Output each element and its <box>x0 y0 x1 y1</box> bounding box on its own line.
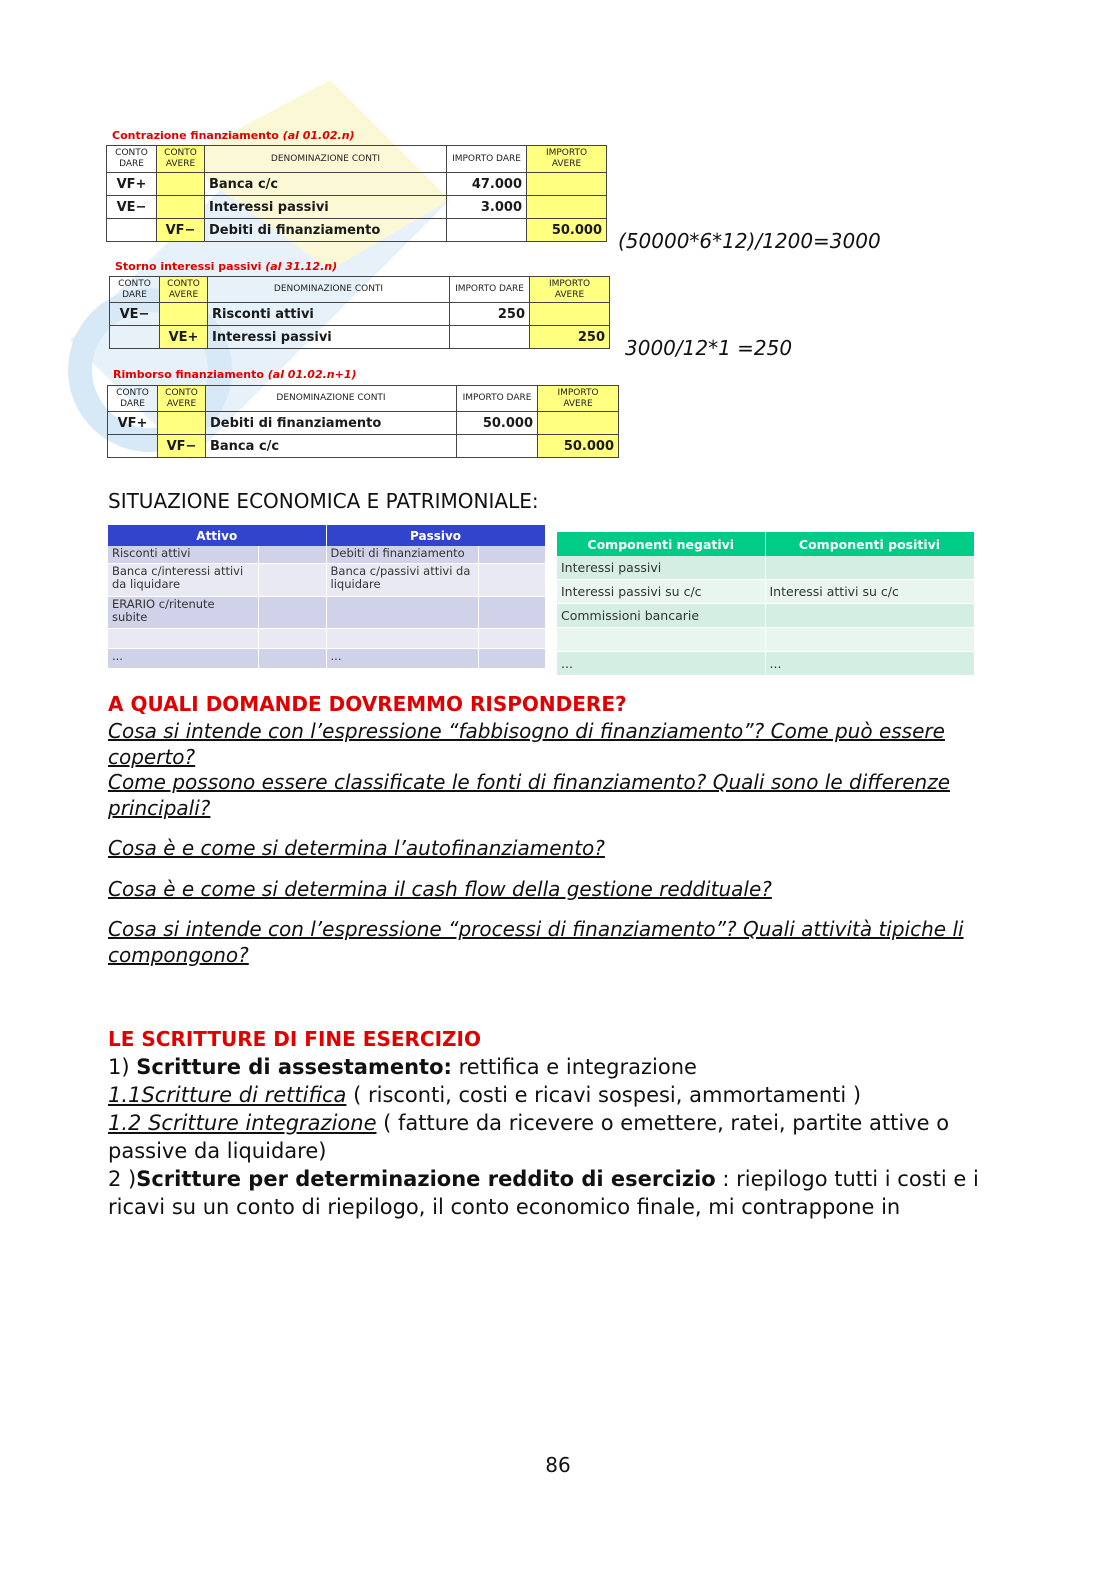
question-item: Cosa è e come si determina il cash flow della gestione reddituale? <box>108 877 772 901</box>
journal-row <box>110 303 610 326</box>
table-row <box>557 556 974 580</box>
table-cell <box>765 604 974 628</box>
table-cell <box>527 173 607 196</box>
table-cell <box>258 596 326 628</box>
table-cell <box>158 412 206 435</box>
table-row <box>108 628 545 648</box>
table-row <box>557 628 974 652</box>
table-cell: 250 <box>530 326 610 349</box>
table-cell: ... <box>765 652 974 676</box>
table-cell: ERARIO c/ritenute subite <box>108 596 258 628</box>
question-item: Cosa è e come si determina l’autofinanziamento? <box>108 836 605 860</box>
header-componenti-positivi: Componenti positivi <box>765 532 974 556</box>
table-cell: VF+ <box>108 412 158 435</box>
table-cell: Debiti di finanziamento <box>326 546 478 563</box>
table-cell: Interessi passivi su c/c <box>557 580 765 604</box>
table-cell <box>157 173 205 196</box>
table-cell <box>258 648 326 668</box>
table-cell <box>326 628 478 648</box>
table-cell <box>478 648 545 668</box>
table-cell: Interessi passivi <box>208 326 450 349</box>
table-cell: VF− <box>157 219 205 242</box>
table-cell <box>108 435 158 458</box>
col-header: DENOMINAZIONE CONTI <box>208 277 450 303</box>
table-cell: 50.000 <box>538 435 619 458</box>
paragraph-reddito: 2 )Scritture per determinazione reddito di esercizio : riepilogo tutti i costi e i ricavi su un conto di riepilogo, il conto economico finale, mi contrappone in <box>108 1167 979 1219</box>
formula-interessi: (50000*6*12)/1200=3000 <box>618 229 881 253</box>
col-header: IMPORTO AVERE <box>530 277 610 303</box>
paragraph-rettifica: 1.1Scritture di rettifica ( risconti, costi e ricavi sospesi, ammortamenti ) <box>108 1083 862 1107</box>
col-header: IMPORTO DARE <box>457 386 538 412</box>
table-cell: VF+ <box>107 173 157 196</box>
col-header: CONTO AVERE <box>157 146 205 173</box>
scritture-body <box>108 1053 1008 1221</box>
table-cell <box>447 219 527 242</box>
journal1-table <box>106 145 607 242</box>
table-cell <box>457 435 538 458</box>
table-cell <box>557 628 765 652</box>
col-header: CONTO DARE <box>110 277 160 303</box>
table-cell: ... <box>326 648 478 668</box>
table-cell: Interessi passivi <box>205 196 447 219</box>
table-cell: Risconti attivi <box>108 546 258 563</box>
table-cell <box>108 628 258 648</box>
table-cell <box>478 546 545 563</box>
col-header: IMPORTO DARE <box>450 277 530 303</box>
table-row <box>108 596 545 628</box>
table-cell: Risconti attivi <box>208 303 450 326</box>
table-cell <box>527 196 607 219</box>
table-cell <box>530 303 610 326</box>
table-cell <box>450 326 530 349</box>
table-cell <box>765 628 974 652</box>
col-header: IMPORTO DARE <box>447 146 527 173</box>
table-cell: VF− <box>158 435 206 458</box>
table-cell: Banca c/interessi attivi da liquidare <box>108 563 258 596</box>
table-cell: 250 <box>450 303 530 326</box>
table-cell <box>258 563 326 596</box>
question-item: Cosa si intende con l’espressione “processi di finanziamento”? Quali attività tipiche li compongono? <box>108 917 964 967</box>
col-header: CONTO AVERE <box>158 386 206 412</box>
table-cell <box>160 303 208 326</box>
table-cell: VE− <box>110 303 160 326</box>
question-item: Come possono essere classificate le fonti di finanziamento? Quali sono le differenze principali? <box>108 770 951 820</box>
formula-storno: 3000/12*1 =250 <box>625 336 793 360</box>
journal-row <box>107 219 607 242</box>
col-header: DENOMINAZIONE CONTI <box>206 386 457 412</box>
journal-row <box>107 173 607 196</box>
table-cell: ... <box>108 648 258 668</box>
journal-row <box>108 412 619 435</box>
journal-row <box>108 435 619 458</box>
table-cell: Debiti di finanziamento <box>206 412 457 435</box>
journal-row <box>107 196 607 219</box>
table-cell: Banca c/passivi attivi da liquidare <box>326 563 478 596</box>
table-cell: Commissioni bancarie <box>557 604 765 628</box>
table-cell <box>478 628 545 648</box>
table-row <box>108 563 545 596</box>
journal3-title: Rimborso finanziamento (al 01.02.n+1) <box>113 368 357 381</box>
heading-domande: A QUALI DOMANDE DOVREMMO RISPONDERE? <box>108 692 627 716</box>
journal2-table <box>109 276 610 349</box>
header-passivo: Passivo <box>326 525 545 546</box>
table-cell: 47.000 <box>447 173 527 196</box>
table-cell <box>258 546 326 563</box>
col-header: CONTO AVERE <box>160 277 208 303</box>
header-attivo: Attivo <box>108 525 326 546</box>
table-cell: 50.000 <box>527 219 607 242</box>
col-header: IMPORTO AVERE <box>538 386 619 412</box>
table-row <box>108 648 545 668</box>
table-cell <box>258 628 326 648</box>
table-cell: VE− <box>107 196 157 219</box>
table-cell: Banca c/c <box>206 435 457 458</box>
section-title-situazione: SITUAZIONE ECONOMICA E PATRIMONIALE: <box>108 489 539 513</box>
table-cell: Banca c/c <box>205 173 447 196</box>
question-item: Cosa si intende con l’espressione “fabbisogno di finanziamento”? Come può essere coperto? <box>108 719 945 769</box>
table-row <box>557 652 974 676</box>
table-row <box>557 580 974 604</box>
header-componenti-negativi: Componenti negativi <box>557 532 765 556</box>
heading-scritture: LE SCRITTURE DI FINE ESERCIZIO <box>108 1027 481 1051</box>
col-header: DENOMINAZIONE CONTI <box>205 146 447 173</box>
table-cell <box>110 326 160 349</box>
table-cell <box>538 412 619 435</box>
stato-patrimoniale-table <box>108 525 546 669</box>
table-cell <box>157 196 205 219</box>
journal-row <box>110 326 610 349</box>
table-cell: Debiti di finanziamento <box>205 219 447 242</box>
journal1-title: Contrazione finanziamento (al 01.02.n) <box>112 129 355 142</box>
table-cell <box>326 596 478 628</box>
conto-economico-table <box>557 532 975 676</box>
table-cell: Interessi passivi <box>557 556 765 580</box>
col-header: CONTO DARE <box>108 386 158 412</box>
table-cell <box>765 556 974 580</box>
table-cell: 3.000 <box>447 196 527 219</box>
table-cell: Interessi attivi su c/c <box>765 580 974 604</box>
table-cell <box>478 596 545 628</box>
table-cell <box>478 563 545 596</box>
journal2-title: Storno interessi passivi (al 31.12.n) <box>115 260 338 273</box>
table-row <box>108 546 545 563</box>
page-number: 86 <box>545 1453 571 1477</box>
table-cell <box>107 219 157 242</box>
journal3-table <box>107 385 619 458</box>
table-cell: VE+ <box>160 326 208 349</box>
table-cell: 50.000 <box>457 412 538 435</box>
table-row <box>557 604 974 628</box>
paragraph-assestamento: 1) Scritture di assestamento: rettifica e integrazione <box>108 1055 697 1079</box>
table-cell: ... <box>557 652 765 676</box>
col-header: IMPORTO AVERE <box>527 146 607 173</box>
col-header: CONTO DARE <box>107 146 157 173</box>
paragraph-integrazione: 1.2 Scritture integrazione ( fatture da ricevere o emettere, ratei, partite attive o passive da liquidare) <box>108 1111 950 1163</box>
